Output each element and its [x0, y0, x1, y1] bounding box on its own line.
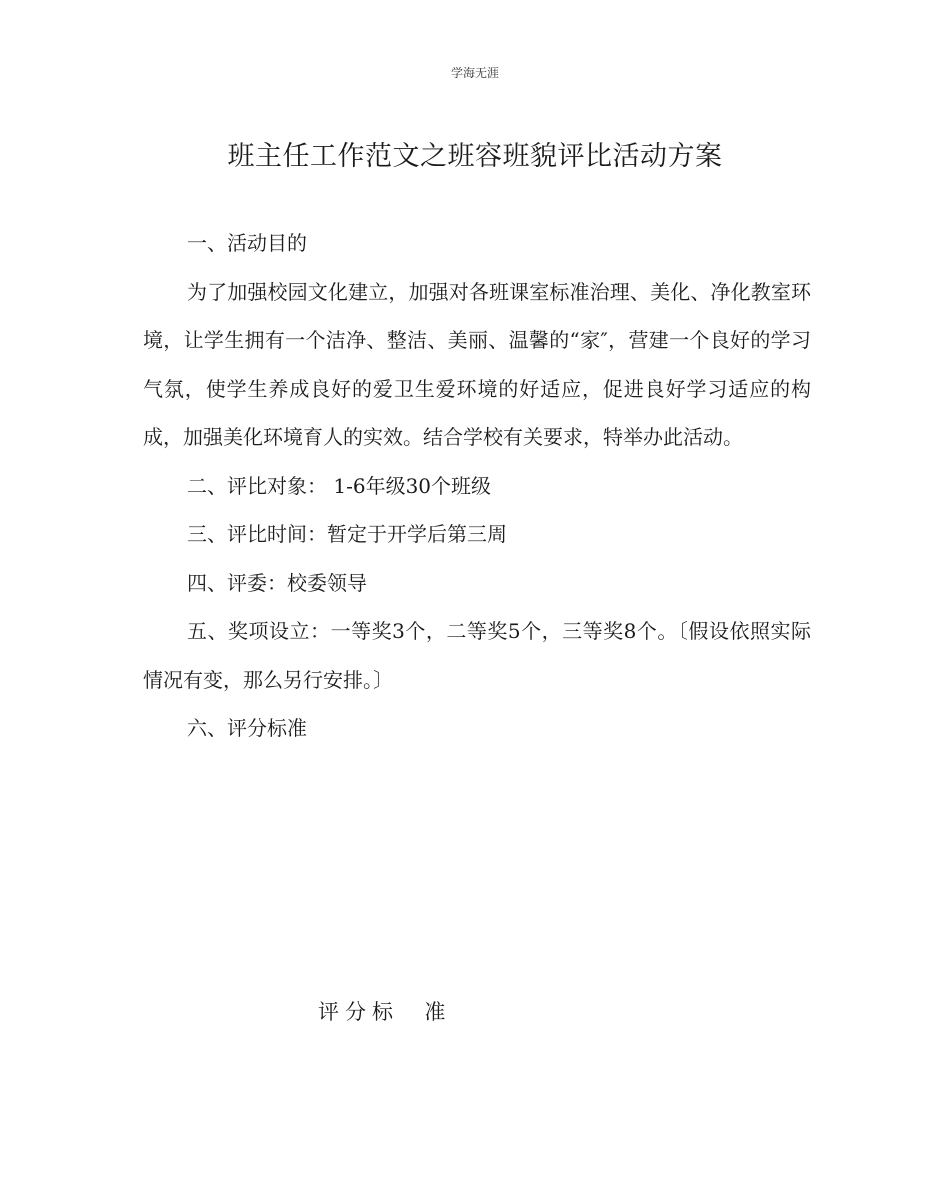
section-time: 三、评比时间：暂定于开学后第三周 [187, 522, 507, 546]
section-targets: 二、评比对象： 1-6年级30个班级 [187, 473, 492, 498]
section-purpose-body: 为了加强校园文化建立，加强对各班课室标准治理、美化、净化教室环境，让学生拥有一个洁净、整洁、美丽、温馨的“家″，营建一个良好的学习气氛，使学生养成良好的爱卫生爱环境的好适应，促进良好学习适应的构成，加强美化环境育人的实效。结合学校有关要求，特举办此活动。 [143, 279, 811, 449]
page-header: 学海无涯 [450, 66, 499, 80]
section-awards: 五、奖项设立：一等奖3个，二等奖5个，三等奖8个。〔假设依照实际情况有变，那么另行安排。〕 [143, 619, 811, 692]
section-criteria-heading: 六、评分标准 [187, 716, 307, 740]
document-title: 班主任工作范文之班容班貌评比活动方案 [227, 141, 723, 172]
section-judges: 四、评委：校委领导 [187, 570, 367, 595]
document-body [143, 219, 811, 753]
criteria-table-heading: 评分标 准 [318, 1000, 452, 1024]
section-purpose-heading: 一、活动目的 [187, 231, 307, 255]
